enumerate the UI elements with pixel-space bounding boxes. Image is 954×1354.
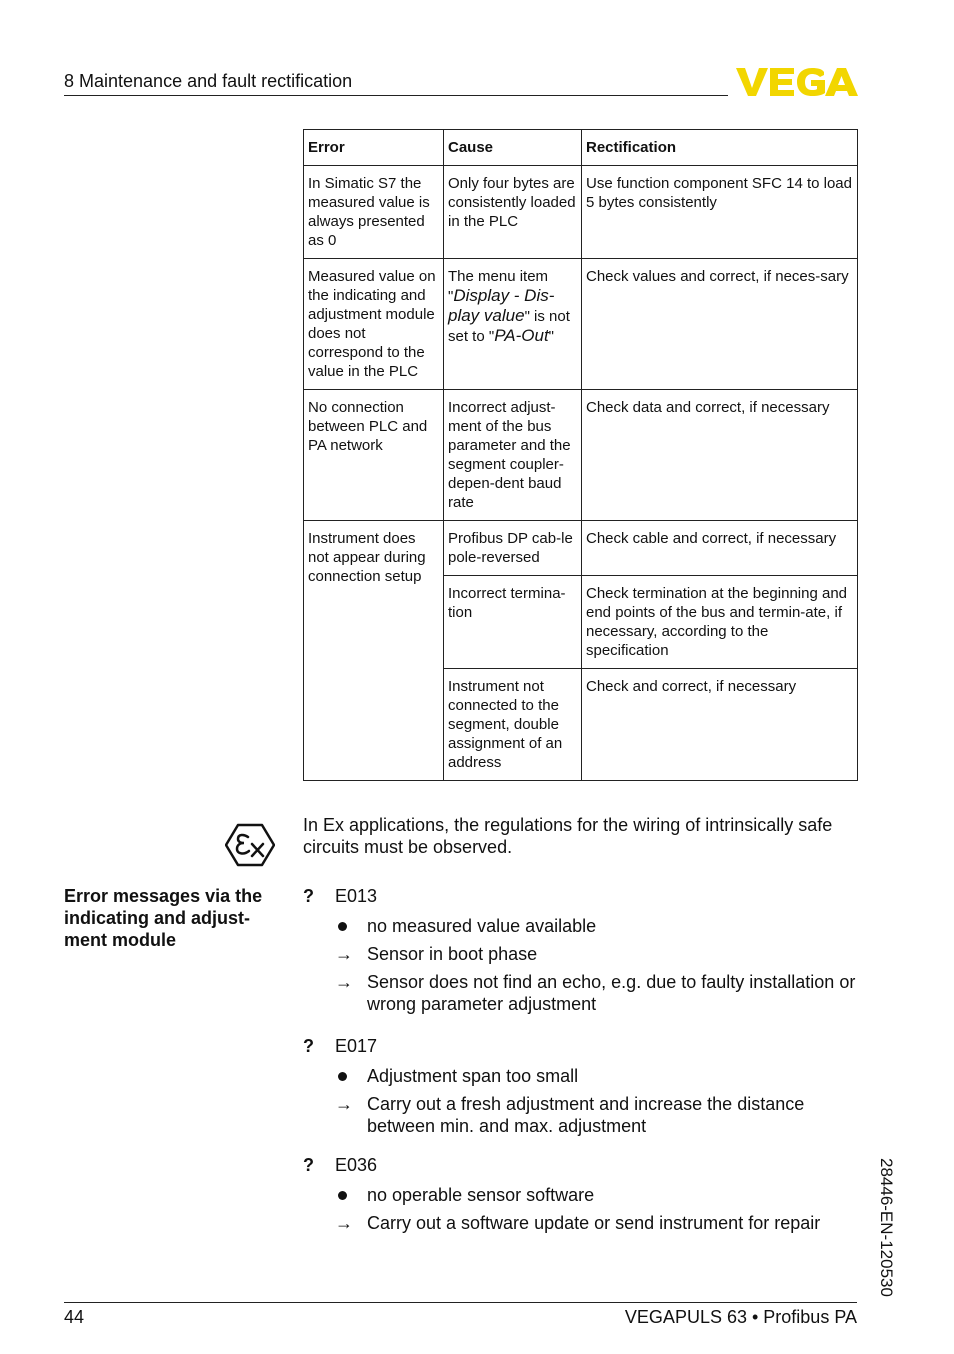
error-cell: In Simatic S7 the measured value is always presented as 0 bbox=[304, 166, 444, 259]
action-text: Sensor does not find an echo, e.g. due to faulty installation or wrong parameter adjustment bbox=[367, 972, 856, 1014]
question-icon: ? bbox=[303, 1155, 314, 1175]
error-entry-e013 bbox=[303, 885, 859, 1015]
cause-cell: Instrument not connected to the segment, double assignment of an address bbox=[444, 669, 582, 781]
vega-logo bbox=[736, 66, 858, 98]
error-entry-e017 bbox=[303, 1035, 859, 1137]
bullet-icon bbox=[338, 1072, 347, 1081]
error-code: E017 bbox=[335, 1036, 378, 1056]
table-row bbox=[304, 521, 858, 576]
section-title: 8 Maintenance and fault rectification bbox=[64, 71, 353, 91]
error-cell: No connection between PLC and PA network bbox=[304, 390, 444, 521]
footer-product: VEGAPULS 63 • Profibus PA bbox=[624, 1307, 857, 1327]
rectification-cell: Check and correct, if necessary bbox=[582, 669, 858, 781]
cause-cell: Incorrect termina-tion bbox=[444, 576, 582, 669]
question-icon: ? bbox=[303, 1036, 314, 1056]
action-text: Carry out a fresh adjustment and increase the distance between min. and max. adjustment bbox=[367, 1094, 805, 1136]
arrow-right-icon: → bbox=[335, 1094, 353, 1114]
cause-cell: Only four bytes are consistently loaded in the PLC bbox=[444, 166, 582, 259]
rectification-cell: Check cable and correct, if necessary bbox=[582, 521, 858, 576]
table-row bbox=[304, 166, 858, 259]
page-number: 44 bbox=[64, 1307, 85, 1327]
error-entry-e036 bbox=[303, 1154, 859, 1234]
action-text: Sensor in boot phase bbox=[367, 944, 538, 964]
cause-text: " bbox=[548, 328, 554, 345]
bullet-icon bbox=[338, 922, 347, 931]
rectification-cell: Check values and correct, if neces-sary bbox=[582, 259, 858, 390]
ex-applications-note: In Ex applications, the regulations for the wiring of intrinsically safe circuits must be observed. bbox=[303, 815, 833, 857]
fault-description: no operable sensor software bbox=[367, 1185, 595, 1205]
column-header-cause: Cause bbox=[444, 130, 582, 166]
cause-cell: Profibus DP cab-le pole-reversed bbox=[444, 521, 582, 576]
rectification-cell: Check data and correct, if necessary bbox=[582, 390, 858, 521]
bullet-icon bbox=[338, 1191, 347, 1200]
ex-symbol-icon bbox=[225, 823, 275, 867]
rectification-cell: Use function component SFC 14 to load 5 bytes consistently bbox=[582, 166, 858, 259]
footer-divider bbox=[64, 1302, 857, 1303]
arrow-right-icon: → bbox=[335, 1213, 353, 1233]
fault-description: no measured value available bbox=[367, 916, 597, 936]
fault-table bbox=[303, 129, 858, 781]
action-text: Carry out a software update or send instrument for repair bbox=[367, 1213, 821, 1233]
header-divider bbox=[64, 95, 728, 96]
error-code: E036 bbox=[335, 1155, 378, 1175]
table-row bbox=[304, 390, 858, 521]
arrow-right-icon: → bbox=[335, 972, 353, 992]
menu-value-name: PA-Out bbox=[494, 326, 549, 345]
question-icon: ? bbox=[303, 886, 314, 906]
table-row bbox=[304, 259, 858, 390]
error-cell: Instrument does not appear during connection setup bbox=[304, 521, 444, 781]
error-code: E013 bbox=[335, 886, 378, 906]
menu-item-name: Display - Dis-play value bbox=[448, 286, 555, 325]
table-header-row bbox=[304, 130, 858, 166]
rectification-cell: Check termination at the beginning and end points of the bus and termin-ate, if necessary, according to the specification bbox=[582, 576, 858, 669]
side-heading: Error messages via the indicating and adjust-ment module bbox=[64, 886, 263, 950]
cause-cell: Incorrect adjust-ment of the bus parameter and the segment coupler-depen-dent baud rate bbox=[444, 390, 582, 521]
arrow-right-icon: → bbox=[335, 944, 353, 964]
cause-text: The menu item " bbox=[448, 268, 549, 305]
document-code: 28446-EN-120530 bbox=[877, 1158, 896, 1297]
cause-cell bbox=[444, 259, 582, 390]
error-cell: Measured value on the indicating and adjustment module does not correspond to the value in the PLC bbox=[304, 259, 444, 390]
column-header-error: Error bbox=[304, 130, 444, 166]
fault-description: Adjustment span too small bbox=[367, 1066, 579, 1086]
cause-text: " is not set to " bbox=[448, 308, 570, 345]
column-header-rectification: Rectification bbox=[582, 130, 858, 166]
